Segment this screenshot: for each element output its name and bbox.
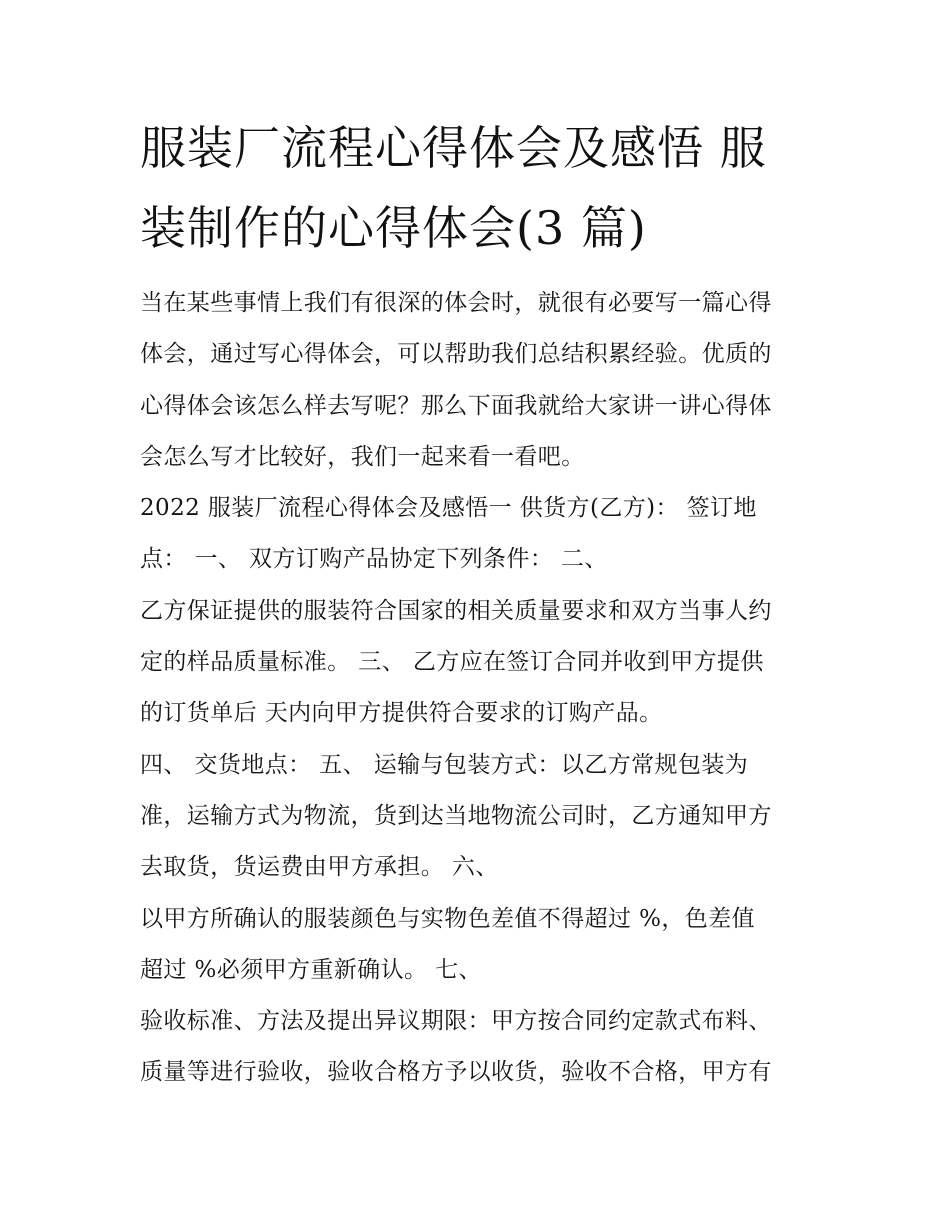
body-line: 当在某些事情上我们有很深的体会时，就很有必要写一篇心得: [140, 290, 772, 316]
body-line: 体会，通过写心得体会，可以帮助我们总结积累经验。优质的: [140, 341, 772, 368]
body-line: 验收标准、方法及提出异议期限：甲方按合同约定款式布料、: [140, 1008, 772, 1035]
body-line: 点： 一、 双方订购产品协定下列条件： 二、: [140, 546, 608, 573]
body-line: 2022 服装厂流程心得体会及感悟一 供货方(乙方)： 签订地: [140, 495, 757, 522]
body-line: 乙方保证提供的服装符合国家的相关质量要求和双方当事人约: [140, 597, 772, 624]
body-line: 质量等进行验收，验收合格方予以收货，验收不合格，甲方有: [140, 1059, 772, 1086]
title-line-2: 装制作的心得体会(3 篇): [140, 201, 647, 255]
body-line: 准，运输方式为物流，货到达当地物流公司时，乙方通知甲方: [140, 802, 772, 829]
document-title: [140, 108, 820, 268]
body-line: 定的样品质量标准。 三、 乙方应在签订合同并收到甲方提供: [140, 649, 764, 676]
body-line: 去取货，货运费由甲方承担。 六、: [140, 854, 499, 881]
body-line: 四、 交货地点： 五、 运输与包装方式：以乙方常规包装为: [140, 751, 749, 778]
body-line: 超过 %必须甲方重新确认。 七、: [140, 956, 482, 983]
body-line: 以甲方所确认的服装颜色与实物色差值不得超过 %，色差值: [140, 905, 755, 932]
body-line: 的订货单后 天内向甲方提供符合要求的订购产品。: [140, 700, 663, 727]
body-line: 会怎么写才比较好，我们一起来看一看吧。: [140, 443, 585, 470]
title-line-1: 服装厂流程心得体会及感悟 服: [140, 121, 767, 175]
document-body: [140, 278, 820, 1099]
body-line: 心得体会该怎么样去写呢？那么下面我就给大家讲一讲心得体: [140, 392, 772, 419]
